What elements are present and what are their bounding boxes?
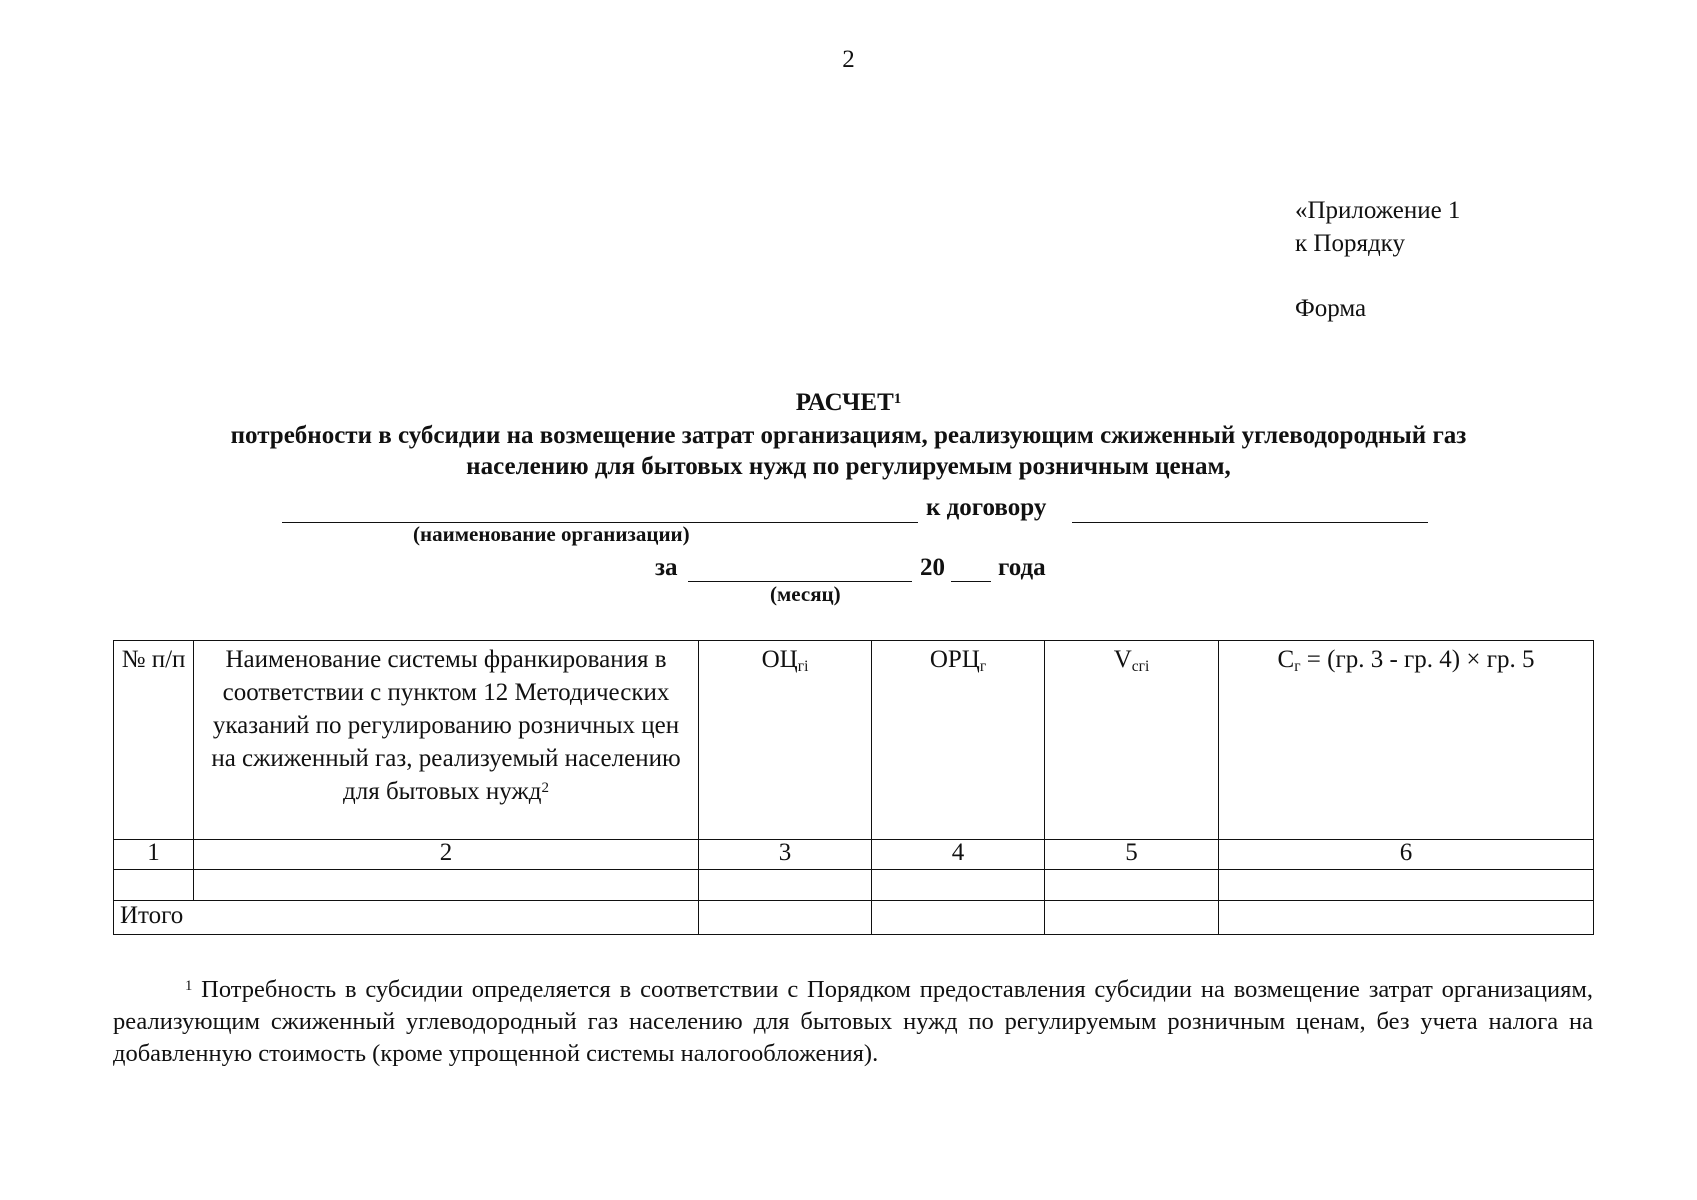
footnote (113, 974, 1593, 1070)
table-cell[interactable] (1045, 901, 1219, 935)
header-orc-main: ОРЦ (929, 646, 980, 673)
header-volume (1045, 641, 1219, 840)
table-cell[interactable] (1045, 870, 1219, 901)
footnote-text: Потребность в субсидии определяется в соответствии с Порядком предоставления субсидии на возмещение затрат организациям, реализующим сжиженный углеводородный газ населению для бытовых нужд по регулируемым розничным ценам, без учета налога на добавленную стоимость (кроме упрощенной системы налогообложения). (113, 976, 1593, 1067)
column-number: 2 (194, 840, 699, 870)
column-number: 4 (872, 840, 1045, 870)
period-prefix: за (655, 554, 678, 581)
header-oc-main: ОЦ (761, 646, 798, 673)
header-orc (872, 641, 1045, 840)
footnote-marker: 1 (185, 978, 193, 995)
year-suffix: года (998, 554, 1046, 581)
table-cell[interactable] (194, 870, 699, 901)
header-oc (699, 641, 872, 840)
year-blank[interactable] (951, 581, 991, 582)
title-line-1: потребности в субсидии на возмещение затрат организациям, реализующим сжиженный углеводородный газ (230, 422, 1467, 449)
header-formula (1219, 641, 1594, 840)
contract-label: к договору (926, 494, 1047, 521)
column-number: 6 (1219, 840, 1594, 870)
year-prefix: 20 (920, 554, 945, 581)
appendix-line-1: «Приложение 1 (1295, 197, 1461, 224)
table-cell[interactable] (872, 901, 1045, 935)
table-cell[interactable] (872, 870, 1045, 901)
header-formula-main: С (1277, 646, 1295, 673)
title-main-text: РАСЧЕТ (795, 389, 894, 416)
header-volume-main: V (1113, 646, 1132, 673)
appendix-line-2: к Порядку (1295, 230, 1405, 257)
table-header-row (114, 641, 1594, 840)
appendix-block (1295, 194, 1460, 325)
organization-caption: (наименование организации) (413, 522, 690, 546)
header-formula-text: = (гр. 3 - гр. 4) × гр. 5 (1300, 646, 1535, 673)
header-oc-sub: гi (797, 658, 809, 676)
column-number: 3 (699, 840, 872, 870)
title-line-2: населению для бытовых нужд по регулируемым розничным ценам, (466, 453, 1231, 480)
table-cell[interactable] (1219, 901, 1594, 935)
table-cell[interactable] (699, 870, 872, 901)
title-footnote-marker: 1 (893, 391, 902, 408)
table-cell[interactable] (114, 870, 194, 901)
page-number: 2 (842, 46, 855, 73)
header-franking-system (194, 641, 699, 840)
table-row (114, 870, 1594, 901)
table-cell[interactable] (1219, 870, 1594, 901)
header-row-number: № п/п (114, 641, 194, 840)
total-label: Итого (114, 901, 699, 935)
contract-number-blank[interactable] (1072, 522, 1428, 523)
form-label: Форма (1295, 295, 1367, 322)
column-number: 1 (114, 840, 194, 870)
month-caption: (месяц) (770, 582, 841, 606)
column-number-row (114, 840, 1594, 870)
header-formula-sub: г (1294, 658, 1301, 676)
header-volume-sub: сгi (1131, 658, 1150, 676)
title-main (0, 386, 1697, 420)
table-cell[interactable] (699, 901, 872, 935)
header-franking-system-text: Наименование системы франкирования в соответствии с пунктом 12 Методических указаний по регулированию розничных цен на сжиженный газ, реализуемый населению для бытовых нужд (211, 646, 681, 805)
header-orc-sub: г (979, 658, 987, 676)
column-number: 5 (1045, 840, 1219, 870)
total-row (114, 901, 1594, 935)
calculation-table (113, 640, 1594, 935)
header-footnote-marker: 2 (541, 780, 549, 797)
document-title (0, 386, 1697, 482)
